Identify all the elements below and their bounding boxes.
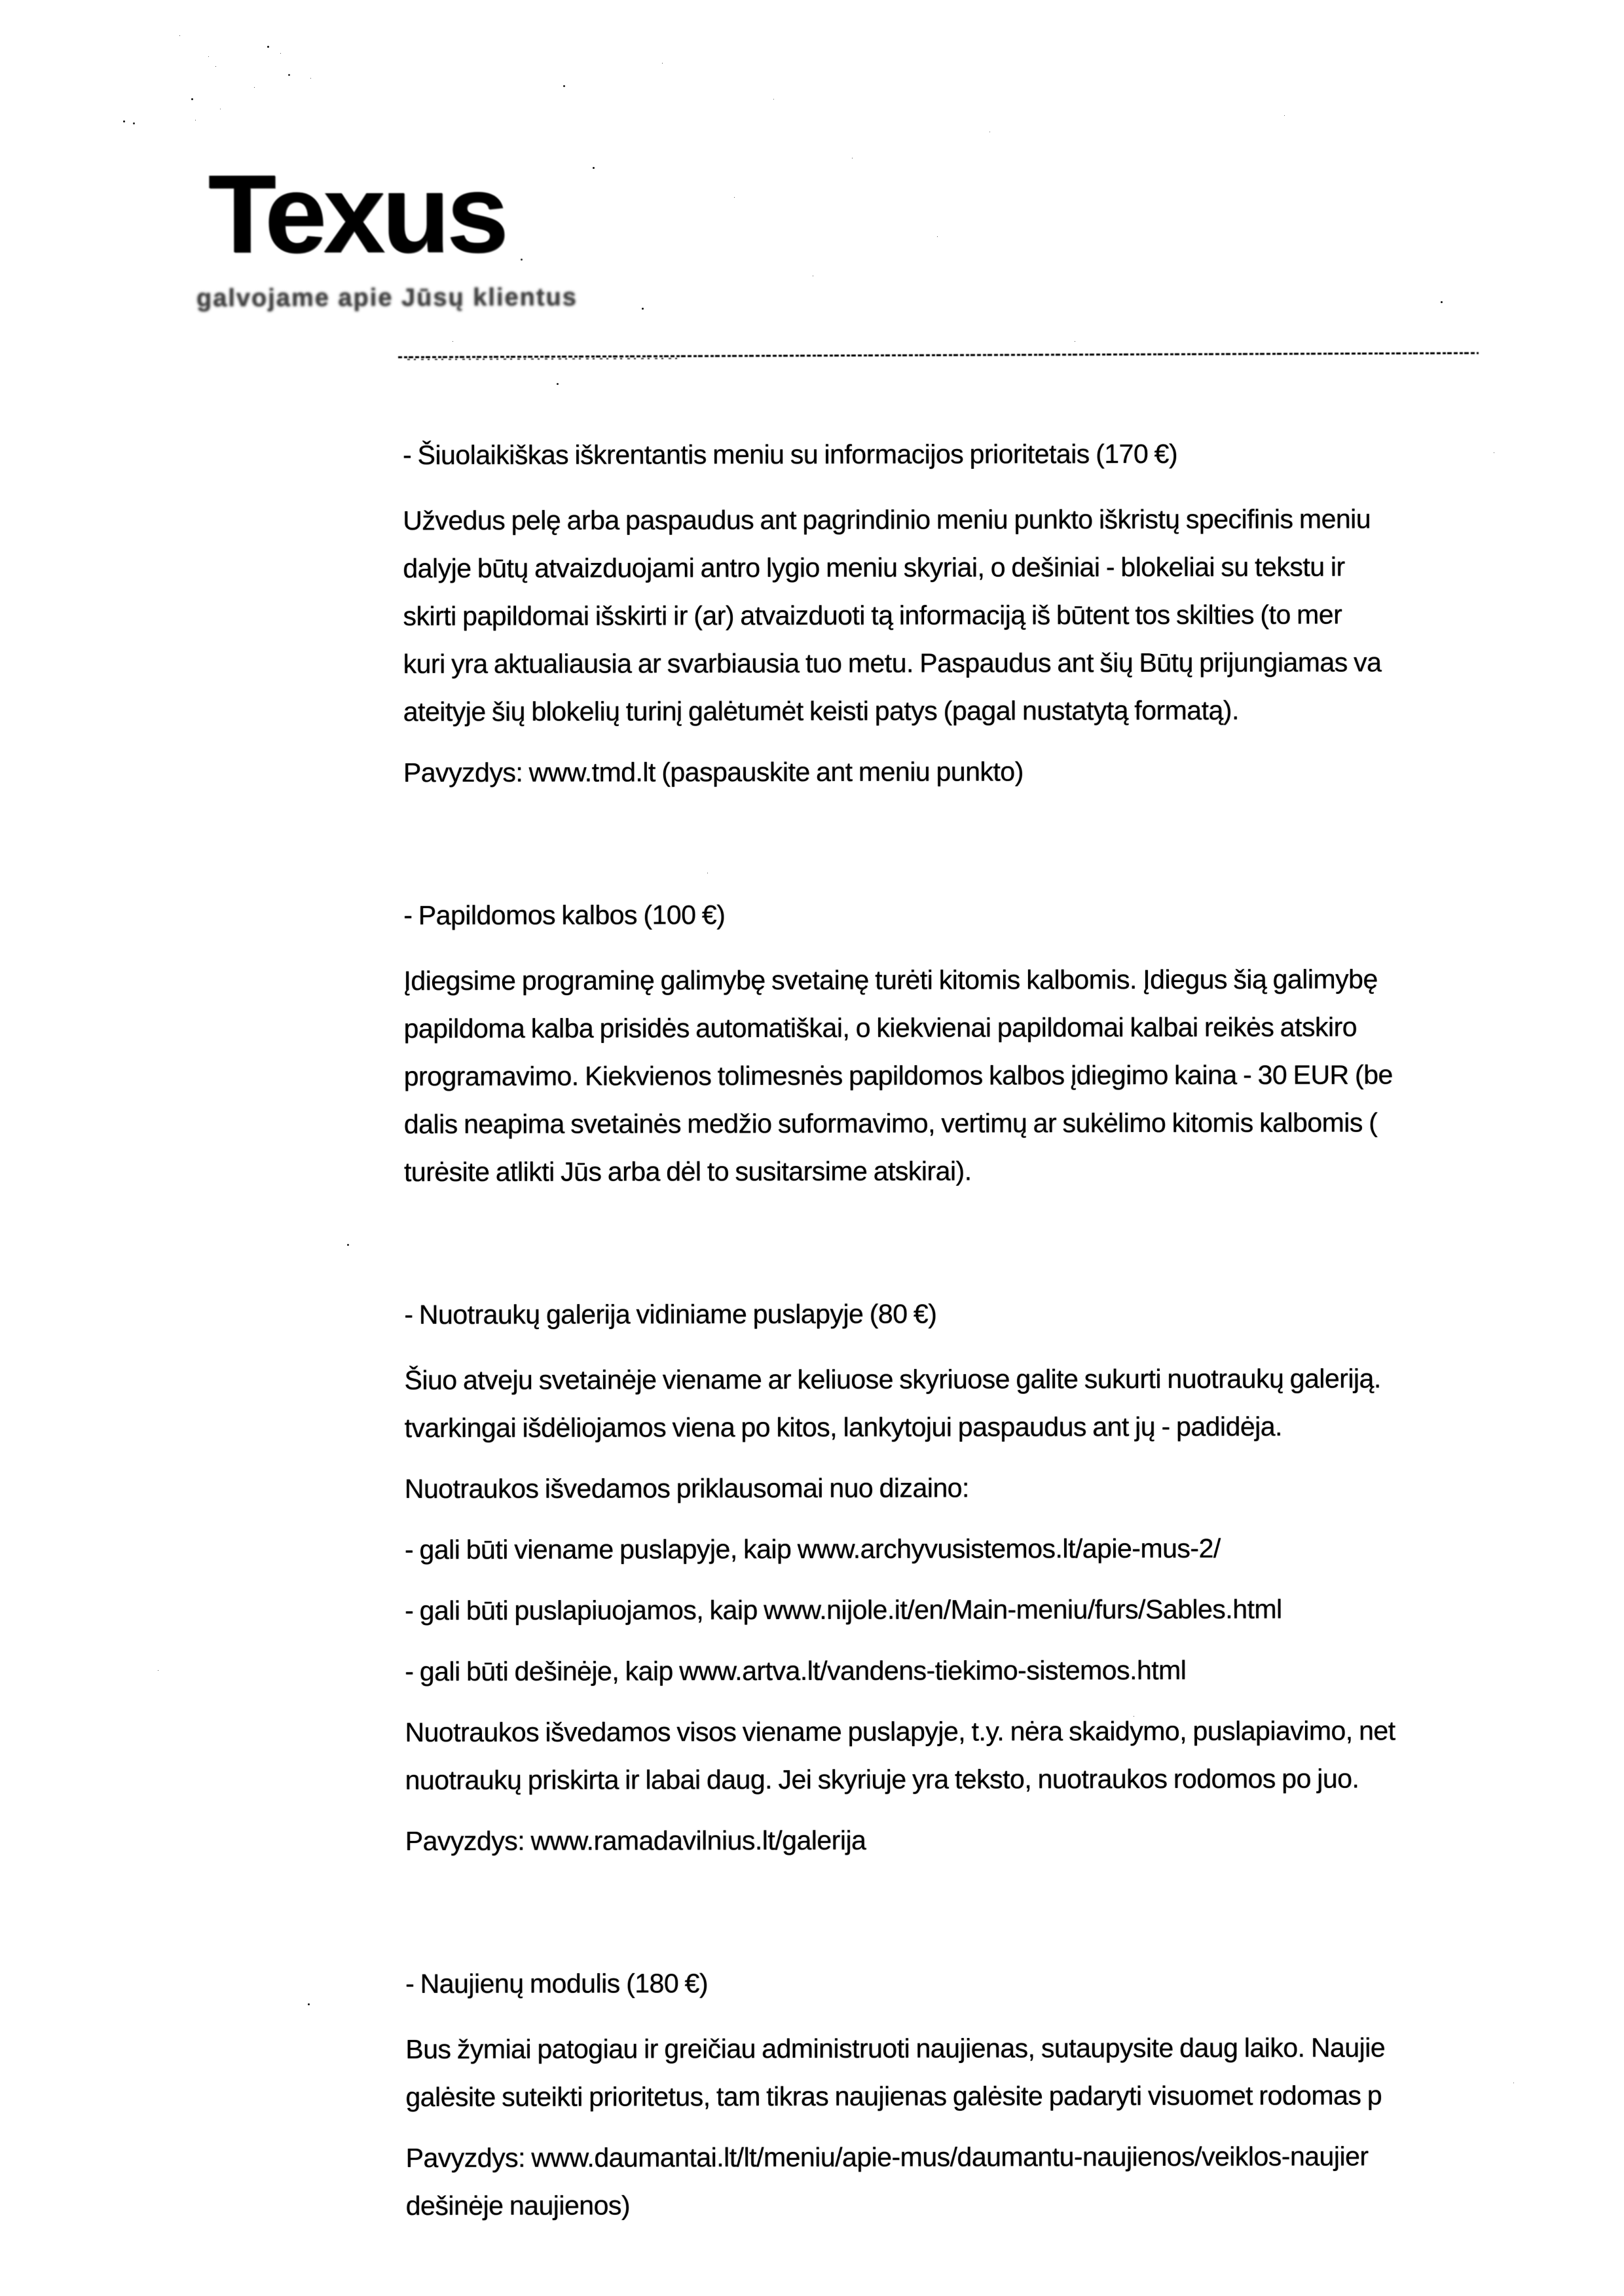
section-news-module [405,1958,1493,2230]
document-body [403,417,1493,2230]
text-line: ateityje šių blokelių turinį galėtumėt keisti patys (pagal nustatytą formatą). [403,695,1239,727]
example-line: Pavyzdys: www.ramadavilnius.lt/galerija [405,1825,866,1856]
text-line: Užvedus pelę arba paspaudus ant pagrindinio meniu punkto iškristų specifinis meniu [403,503,1371,536]
section-heading: - Nuotraukų galerija vidiniame puslapyje (80 €) [404,1298,937,1330]
text-line: tvarkingai išdėliojamos viena po kitos, lankytojui paspaudus ant jų - padidėja. [404,1411,1283,1443]
scan-noise-speckles [0,0,2,2]
section-heading: - Naujienų modulis (180 €) [405,1968,709,1999]
section-photo-gallery [404,1289,1492,1865]
section-dropdown-menu [403,429,1490,797]
section-heading: - Šiuolaikiškas iškrentantis meniu su informacijos prioritetais (170 €) [403,438,1178,470]
bullet-line: - gali būti puslapiuojamos, kaip www.nijole.it/en/Main-meniu/furs/Sables.html [405,1594,1282,1626]
text-line: kuri yra aktualiausia ar svarbiausia tuo metu. Paspaudus ant šių Būtų prijungiamas va [403,647,1382,679]
text-line: papildoma kalba prisidės automatiškai, o kiekvienai papildomai kalbai reikės atskiro [403,1011,1357,1044]
text-line: Nuotraukos išvedamos priklausomai nuo dizaino: [404,1472,969,1504]
header-divider [398,352,1479,361]
text-line: galėsite suteikti prioritetus, tam tikras naujienas galėsite padaryti visuomet rodomas p [405,2080,1382,2112]
text-line: Šiuo atveju svetainėje viename ar keliuose skyriuose galite sukurti nuotraukų galeriją. [404,1363,1381,1395]
company-tagline: galvojame apie Jūsų klientus [196,283,578,312]
bullet-line: - gali būti dešinėje, kaip www.artva.lt/vandens-tiekimo-sistemos.html [405,1654,1187,1686]
text-line: Įdiegsime programinę galimybę svetainę turėti kitomis kalbomis. Įdiegus šią galimybę [403,964,1378,996]
example-line: Pavyzdys: www.daumantai.lt/lt/meniu/apie-mus/daumantu-naujienos/veiklos-naujier [405,2141,1369,2173]
text-line: programavimo. Kiekvienos tolimesnės papildomos kalbos įdiegimo kaina - 30 EUR (be [403,1059,1393,1091]
company-logo: Texus [208,151,506,277]
text-line: Nuotraukos išvedamos visos viename puslapyje, t.y. nėra skaidymo, puslapiavimo, net [405,1715,1395,1747]
text-line: nuotraukų priskirta ir labai daug. Jei skyriuje yra teksto, nuotraukos rodomos po juo. [405,1763,1359,1795]
example-line: Pavyzdys: www.tmd.lt (paspauskite ant meniu punkto) [403,756,1024,788]
divider-line-fragment [407,358,682,361]
divider-line [398,352,1479,358]
text-line: dalis neapima svetainės medžio suformavimo, vertimų ar sukėlimo kitomis kalbomis ( [403,1107,1378,1139]
section-heading: - Papildomos kalbos (100 €) [403,900,726,930]
text-line: Bus žymiai patogiau ir greičiau administruoti naujienas, sutaupysite daug laiko. Naujie [405,2032,1386,2064]
text-line: dalyje būtų atvaizduojami antro lygio meniu skyriai, o dešiniai - blokeliai su tekstu ir [403,551,1345,583]
text-line: turėsite atlikti Jūs arba dėl to susitarsime atskirai). [403,1156,972,1187]
example-line: dešinėje naujienos) [405,2190,631,2221]
section-extra-languages [403,890,1491,1196]
bullet-line: - gali būti viename puslapyje, kaip www.archyvusistemos.lt/apie-mus-2/ [404,1533,1221,1565]
text-line: skirti papildomai išskirti ir (ar) atvaizduoti tą informaciją iš būtent tos skilties (to mer [403,599,1342,631]
